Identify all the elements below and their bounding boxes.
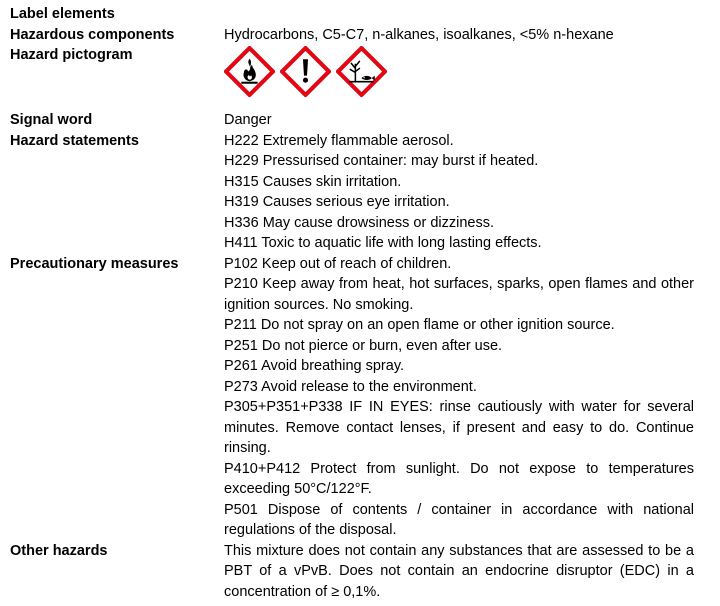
hazardous-components-label: Hazardous components [10, 26, 175, 43]
hazardous-components-value: Hydrocarbons, C5-C7, n-alkanes, isoalkanes, <5% n-hexane [224, 26, 614, 43]
hazard-statement: H411 Toxic to aquatic life with long lasting effects. [224, 235, 542, 251]
other-hazards-row [10, 541, 710, 603]
precautionary-statement: P251 Do not pierce or burn, even after use. [224, 337, 503, 354]
hazard-statement: H319 Causes serious eye irritation. [224, 194, 450, 210]
precautionary-measures-list [224, 254, 694, 541]
signal-word-value: Danger [224, 112, 272, 128]
hazard-statements-label: Hazard statements [10, 132, 139, 149]
precautionary-statement: P410+P412 Protect from sunlight. Do not expose to temperatures exceeding 50°C/122°F. [224, 460, 694, 497]
other-hazards-text: This mixture does not contain any substances that are assessed to be a PBT of a vPvB. Does not contain an endocrine disruptor (EDC) in a concentration of ≥ 0,1%. [224, 542, 694, 600]
precautionary-measures-label: Precautionary measures [10, 255, 179, 272]
hazard-statements-row [10, 131, 710, 254]
precautionary-statement: P305+P351+P338 IF IN EYES: rinse cautiously with water for several minutes. Remove contact lenses, if present and easy to do. Continue rinsing. [224, 399, 694, 456]
precautionary-statement: P501 Dispose of contents / container in accordance with national regulations of the disposal. [224, 501, 694, 538]
precautionary-statement: P273 Avoid release to the environment. [224, 378, 477, 395]
hazard-statement: H229 Pressurised container: may burst if heated. [224, 153, 539, 169]
other-hazards-value [224, 541, 694, 603]
hazard-pictogram-row [10, 45, 710, 98]
label-elements-document [10, 4, 710, 602]
exclamation-icon [280, 46, 331, 97]
environment-icon [336, 46, 387, 97]
signal-word-label: Signal word [10, 112, 93, 128]
hazard-pictograms [224, 45, 694, 98]
hazard-statement: H222 Extremely flammable aerosol. [224, 132, 454, 149]
precautionary-statement: P261 Avoid breathing spray. [224, 358, 405, 374]
flame-icon [224, 46, 275, 97]
signal-word-row [10, 110, 710, 131]
hazard-pictogram-label: Hazard pictogram [10, 47, 133, 63]
other-hazards-label: Other hazards [10, 542, 108, 559]
section-title: Label elements [10, 6, 115, 22]
precautionary-statement: P211 Do not spray on an open flame or other ignition source. [224, 317, 615, 333]
hazard-statements-list [224, 131, 694, 254]
hazard-statement: H336 May cause drowsiness or dizziness. [224, 214, 494, 231]
hazard-statement: H315 Causes skin irritation. [224, 173, 402, 190]
precautionary-statement: P210 Keep away from heat, hot surfaces, sparks, open flames and other ignition sources. No smoking. [224, 276, 694, 313]
precautionary-statement: P102 Keep out of reach of children. [224, 255, 452, 272]
precautionary-measures-row [10, 254, 710, 541]
hazardous-components-row [10, 25, 710, 46]
title-row [10, 4, 710, 25]
